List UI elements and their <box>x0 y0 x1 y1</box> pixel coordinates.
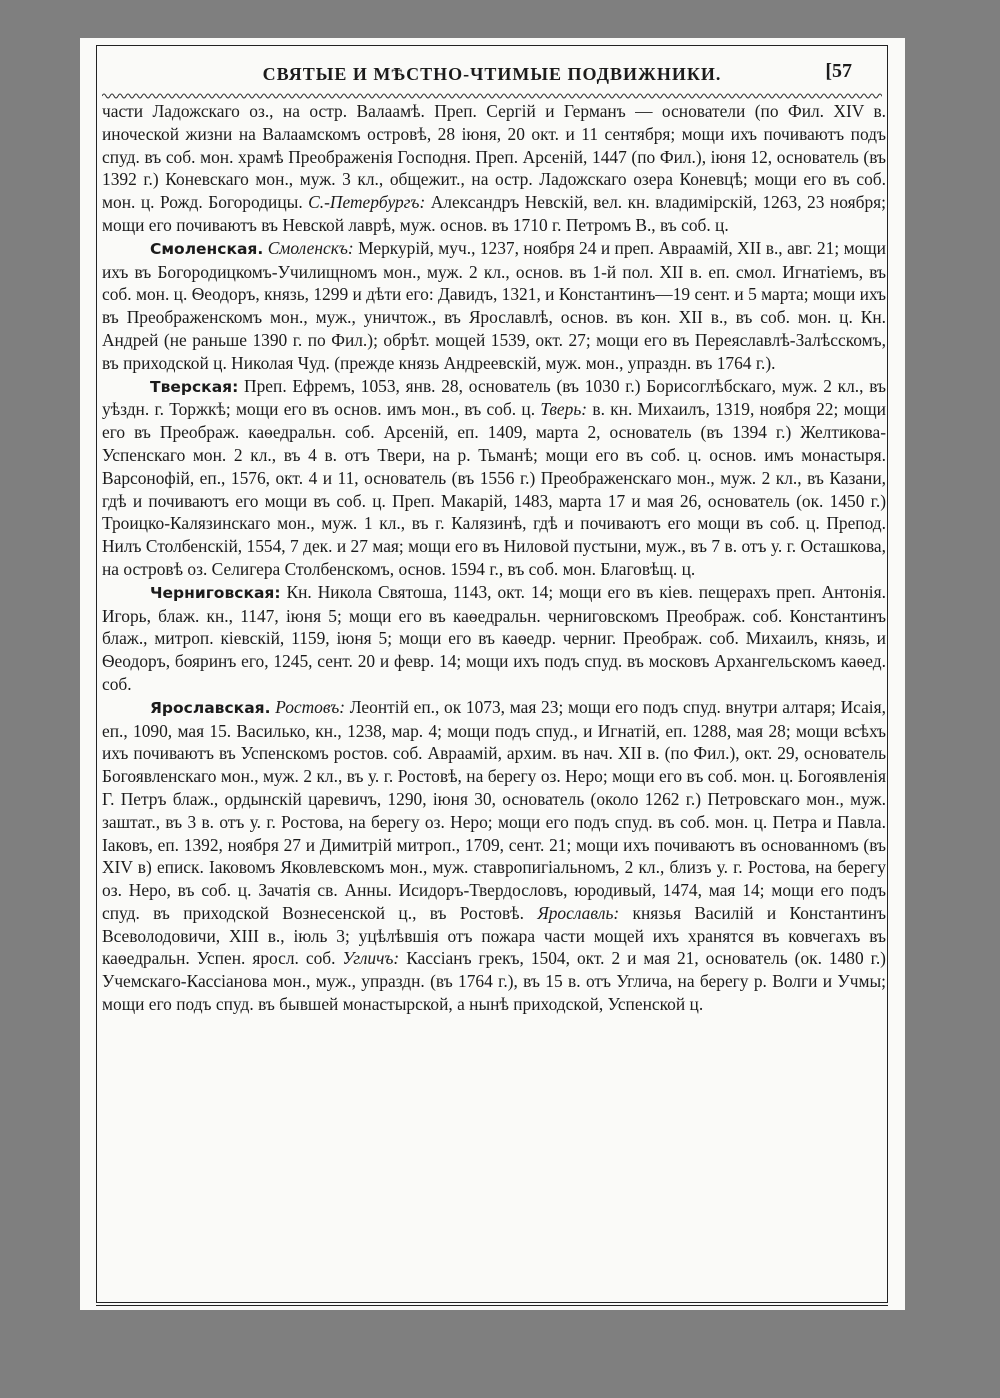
para-text: Кассіанъ грекъ, 1504, окт. 2 и мая 21, основатель (ок. 1480 г.) Учемскаго-Кассіанова мон., муж., упраздн. (въ 1764 г.), въ 15 в. отъ Углича, на берегу р. Волги и Учмы; мощи его подъ спуд. въ бывшей монастырской, а нынѣ приходской, Успенской ц. <box>102 948 886 1015</box>
wavy-rule <box>102 92 882 100</box>
city-name: Тверь: <box>540 399 588 420</box>
page-header <box>96 60 888 90</box>
running-title: СВЯТЫЕ И МѢСТНО-ЧТИМЫЕ ПОДВИЖНИКИ. <box>262 64 722 84</box>
para-text: части Ладожскаго оз., на остр. Валаамѣ. Преп. Сергій и Германъ — основатели (по Фил. XIV в. иноческой жизни на Валаамскомъ островѣ, 28 іюня, 20 окт. и 11 сентября; мощи ихъ почиваютъ подъ спуд. въ соб. мон. храмѣ Преображенія Господня. Преп. Арсеній, 1447 (по Фил.), іюня 12, основатель (въ 1392 г.) Коневскаго мон., муж. 3 кл., общежит., на остр. Ладожскаго озера Коневцѣ; мощи его въ соб. мон. ц. Рожд. Богородицы. <box>102 101 886 213</box>
page-frame-rule <box>96 1305 888 1306</box>
city-name: Ярославль: <box>537 902 620 923</box>
city-name: С.-Петербургъ: <box>308 192 426 213</box>
diocese-heading: Смоленская. <box>150 239 264 258</box>
para-text: Преп. Ефремъ, 1053, янв. 28, основатель (въ 1030 г.) Борисоглѣбскаго, муж. 2 кл., въ уѣздн. г. Торжкѣ; мощи его въ основ. имъ мон., въ соб. ц. <box>102 375 886 420</box>
para-text: Меркурій, муч., 1237, ноября 24 и преп. Авраамій, XII в., авг. 21; мощи ихъ въ Богородицкомъ-Училищномъ мон., муж. 2 кл., основ. въ 1-й пол. XII в. еп. смол. Игнатіемъ, въ соб. мон. ц. Ѳеодоръ, князь, 1299 и дѣти его: Давидъ, 1321, и Константинъ—19 сент. и 5 марта; мощи ихъ въ Преображенскомъ мон., муж., уничтож., въ Ярославлѣ, основ. въ кон. XII в., въ соб. мон. ц. Кн. Андрей (не раньше 1390 г. по Фил.); обрѣт. мощей 1539, окт. 27; мощи его въ Переяславлѣ-Залѣсскомъ, въ приходской ц. Николая Чуд. (прежде князь Андреевскій, муж. мон., упраздн. въ 1764 г.). <box>102 237 886 373</box>
diocese-heading: Черниговская: <box>150 583 281 602</box>
paragraph-chernigov <box>102 581 886 696</box>
para-text: Леонтій еп., ок 1073, мая 23; мощи его подъ спуд. внутри алтаря; Исаія, еп., 1090, мая 15. Василько, кн., 1238, мар. 4; мощи подъ спуд., и Игнатій, еп. 1288, мая 28; мощи всѣхъ ихъ почиваютъ въ Успенскомъ ростов. соб. Авраамій, архим. въ нач. XII в. (по Фил.), окт. 29, основатель Богоявленскаго мон., муж. 2 кл., въ у. г. Ростовѣ, на берегу оз. Неро; мощи его въ соб. мон. ц. Богоявленія Г. Петръ блаж., ордынскій царевичъ, 1290, іюня 30, основатель (около 1262 г.) Петровскаго мон., муж. заштат., въ 3 в. отъ у. г. Ростова, на берегу оз. Неро; мощи его подъ спуд. въ соб. мон. ц. Петра и Павла. Іаковъ, еп. 1392, ноября 27 и Димитрій митроп., 1709, сент. 21; мощи ихъ почиваютъ въ основанномъ (въ XIV в) еписк. Іаковомъ Яковлевскомъ мон., муж. ставропигіальномъ, 2 кл., близъ у. г. Ростова, на берегу оз. Неро, въ соб. ц. Зачатія св. Анны. Исидоръ-Твердословъ, юродивый, 1474, мая 14; мощи его подъ спуд. въ приходской Вознесенской ц., въ Ростовѣ. <box>102 696 886 923</box>
city-name: Ростовъ: <box>275 696 346 717</box>
para-text: Александръ Невскій, вел. кн. владимірскій, 1263, 23 ноября; мощи его почиваютъ въ Невской лаврѣ, муж. основ. въ 1710 г. Петромъ В., въ соб. ц. <box>102 192 886 235</box>
para-text: князья Василій и Константинъ Всеволодовичи, XIII в., іюль 3; уцѣлѣвшія отъ пожара части мощей ихъ хранятся въ ковчегахъ въ каѳедральн. Успен. яросл. соб. <box>102 902 886 969</box>
main-text <box>102 100 886 1016</box>
book-page <box>80 38 905 1310</box>
para-text: в. кн. Михаилъ, 1319, ноября 22; мощи его въ Преображ. каѳедральн. соб. Арсеній, еп. 1409, марта 2, основатель (въ 1394 г.) Желтикова-Успенскаго мон. 2 кл., въ 4 в. отъ Твери, на р. Тьманѣ; мощи его въ соб. ц. основ. имъ монастыря. Варсонофій, еп., 1576, окт. 4 и 11, основатель (въ 1556 г.) Преображенскаго мон., муж. 2 кл., въ Казани, гдѣ и почиваютъ его мощи въ соб. ц. Преп. Макарій, 1483, марта 17 и мая 26, основатель (ок. 1450 г.) Троицко-Калязинскаго мон., муж. 1 кл., въ г. Калязинѣ, гдѣ и почиваютъ его мощи въ соб. ц. Препод. Нилъ Столбенскій, 1554, 7 дек. и 27 мая; мощи его въ Ниловой пустыни, муж., въ 7 в. отъ у. г. Осташкова, на островѣ оз. Селигера Столбенскомъ, основ. 1594 г., въ соб. мон. Благовѣщ. ц. <box>102 399 886 579</box>
page-number: [57 <box>825 60 852 82</box>
city-name: Угличъ: <box>342 948 400 969</box>
paragraph-yaroslavl <box>102 696 886 1016</box>
para-text: Кн. Никола Святоша, 1143, окт. 14; мощи его въ кіев. пещерахъ преп. Антонія. Игорь, блаж. кн., 1147, іюня 5; мощи его въ каѳедральн. черниговскомъ Преображ. соб. Константинъ блаж., митроп. кіевскій, 1159, іюня 5; мощи его въ каѳедр. черниг. Преображ. соб. Михаилъ, князь, и Ѳеодоръ, бояринъ его, 1245, сент. 20 и февр. 14; мощи ихъ подъ спуд. въ московъ Архангельскомъ каѳед. соб. <box>102 581 886 694</box>
diocese-heading: Тверская: <box>150 377 239 396</box>
paragraph-tver <box>102 375 886 581</box>
diocese-heading: Ярославская. <box>150 698 271 717</box>
paragraph-ladoga <box>102 100 886 237</box>
paragraph-smolensk <box>102 237 886 375</box>
city-name: Смоленскъ: <box>267 237 354 258</box>
